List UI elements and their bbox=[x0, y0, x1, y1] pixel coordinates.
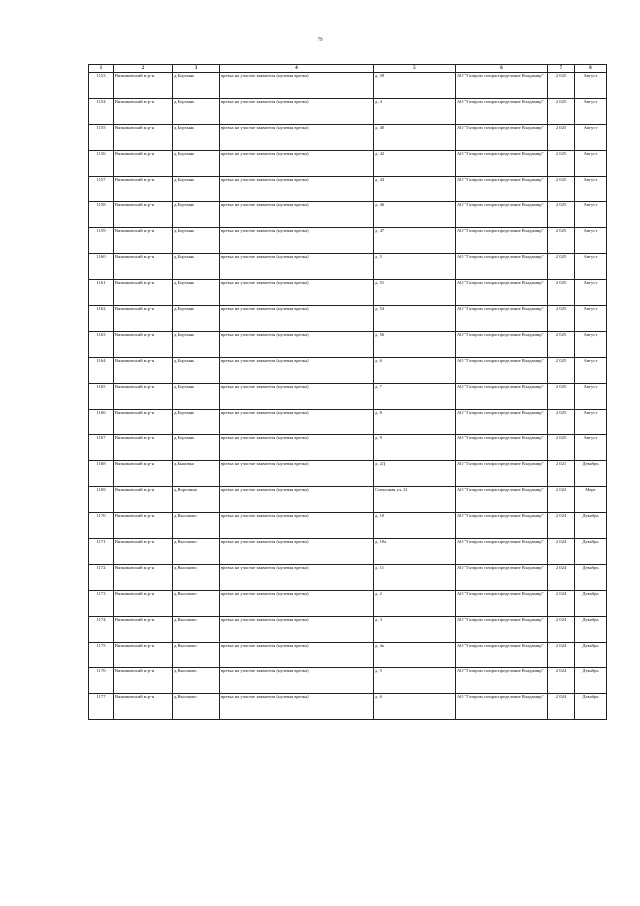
year-cell: 2 025 bbox=[548, 73, 575, 99]
locality-cell: д.Борзынь bbox=[173, 202, 220, 228]
column-header: 5 bbox=[374, 65, 456, 73]
locality-cell: д.Высоково bbox=[173, 616, 220, 642]
header-row bbox=[89, 65, 607, 73]
address-cell: д. 56 bbox=[374, 331, 456, 357]
column-header: 8 bbox=[575, 65, 607, 73]
address-cell: д. 40 bbox=[374, 124, 456, 150]
organization-cell: АО "Газпром газораспределение Владимир" bbox=[456, 124, 548, 150]
organization-cell: АО "Газпром газораспределение Владимир" bbox=[456, 73, 548, 99]
year-cell: 2 024 bbox=[548, 642, 575, 668]
table-row bbox=[89, 435, 607, 461]
month-cell: Август bbox=[575, 306, 607, 332]
address-cell: д. 6 bbox=[374, 357, 456, 383]
locality-cell: д.Высоково bbox=[173, 513, 220, 539]
year-cell: 2 025 bbox=[548, 124, 575, 150]
row-number: 1175 bbox=[89, 642, 114, 668]
district-cell: Вязниковский м.р-н bbox=[114, 331, 173, 357]
work-type-cell: врезка на участке заявителя (нулевая врезка) bbox=[220, 98, 374, 124]
month-cell: Август bbox=[575, 357, 607, 383]
month-cell: Август bbox=[575, 98, 607, 124]
year-cell: 2 025 bbox=[548, 331, 575, 357]
organization-cell: АО "Газпром газораспределение Владимир" bbox=[456, 254, 548, 280]
row-number: 1165 bbox=[89, 383, 114, 409]
page-number: 79 bbox=[317, 38, 323, 43]
year-cell: 2 024 bbox=[548, 694, 575, 720]
row-number: 1159 bbox=[89, 228, 114, 254]
work-type-cell: врезка на участке заявителя (нулевая врезка) bbox=[220, 409, 374, 435]
district-cell: Вязниковский м.р-н bbox=[114, 98, 173, 124]
address-cell: д. 2 bbox=[374, 590, 456, 616]
row-number: 1163 bbox=[89, 331, 114, 357]
district-cell: Вязниковский м.р-н bbox=[114, 306, 173, 332]
locality-cell: д.Высоково bbox=[173, 642, 220, 668]
address-cell: д. 4 bbox=[374, 98, 456, 124]
district-cell: Вязниковский м.р-н bbox=[114, 590, 173, 616]
row-number: 1154 bbox=[89, 98, 114, 124]
table-row bbox=[89, 564, 607, 590]
year-cell: 2 021 bbox=[548, 461, 575, 487]
row-number: 1171 bbox=[89, 539, 114, 565]
address-cell: Совхозная ул, 21 bbox=[374, 487, 456, 513]
locality-cell: д.Высоково bbox=[173, 668, 220, 694]
month-cell: Август bbox=[575, 383, 607, 409]
locality-cell: д.Высоково bbox=[173, 694, 220, 720]
locality-cell: д.Борзынь bbox=[173, 98, 220, 124]
row-number: 1156 bbox=[89, 150, 114, 176]
organization-cell: АО "Газпром газораспределение Владимир" bbox=[456, 98, 548, 124]
table-row bbox=[89, 202, 607, 228]
district-cell: Вязниковский м.р-н bbox=[114, 228, 173, 254]
locality-cell: д.Борзынь bbox=[173, 280, 220, 306]
district-cell: Вязниковский м.р-н bbox=[114, 150, 173, 176]
year-cell: 2 024 bbox=[548, 590, 575, 616]
address-cell: д. 54 bbox=[374, 306, 456, 332]
row-number: 1168 bbox=[89, 461, 114, 487]
organization-cell: АО "Газпром газораспределение Владимир" bbox=[456, 539, 548, 565]
month-cell: Декабрь bbox=[575, 668, 607, 694]
row-number: 1167 bbox=[89, 435, 114, 461]
address-cell: д. 10а bbox=[374, 539, 456, 565]
organization-cell: АО "Газпром газораспределение Владимир" bbox=[456, 176, 548, 202]
column-header: 6 bbox=[456, 65, 548, 73]
organization-cell: АО "Газпром газораспределение Владимир" bbox=[456, 202, 548, 228]
column-header: 7 bbox=[548, 65, 575, 73]
locality-cell: д.Борзынь bbox=[173, 383, 220, 409]
organization-cell: АО "Газпром газораспределение Владимир" bbox=[456, 564, 548, 590]
work-type-cell: врезка на участке заявителя (нулевая врезка) bbox=[220, 357, 374, 383]
row-number: 1170 bbox=[89, 513, 114, 539]
table-row bbox=[89, 98, 607, 124]
column-header: 1 bbox=[89, 65, 114, 73]
organization-cell: АО "Газпром газораспределение Владимир" bbox=[456, 668, 548, 694]
month-cell: Декабрь bbox=[575, 539, 607, 565]
table-row bbox=[89, 383, 607, 409]
month-cell: Март bbox=[575, 487, 607, 513]
district-cell: Вязниковский м.р-н bbox=[114, 694, 173, 720]
year-cell: 2 025 bbox=[548, 98, 575, 124]
row-number: 1161 bbox=[89, 280, 114, 306]
address-cell: д. 11 bbox=[374, 564, 456, 590]
year-cell: 2 025 bbox=[548, 409, 575, 435]
work-type-cell: врезка на участке заявителя (нулевая врезка) bbox=[220, 280, 374, 306]
table-row bbox=[89, 616, 607, 642]
year-cell: 2 025 bbox=[548, 435, 575, 461]
organization-cell: АО "Газпром газораспределение Владимир" bbox=[456, 383, 548, 409]
month-cell: Август bbox=[575, 409, 607, 435]
table-row bbox=[89, 642, 607, 668]
table-body bbox=[89, 73, 607, 720]
month-cell: Август bbox=[575, 150, 607, 176]
address-cell: д. 51 bbox=[374, 280, 456, 306]
work-type-cell: врезка на участке заявителя (нулевая врезка) bbox=[220, 590, 374, 616]
table-row bbox=[89, 176, 607, 202]
district-cell: Вязниковский м.р-н bbox=[114, 435, 173, 461]
table-row bbox=[89, 124, 607, 150]
organization-cell: АО "Газпром газораспределение Владимир" bbox=[456, 513, 548, 539]
month-cell: Декабрь bbox=[575, 461, 607, 487]
locality-cell: д.Борзынь bbox=[173, 124, 220, 150]
organization-cell: АО "Газпром газораспределение Владимир" bbox=[456, 590, 548, 616]
year-cell: 2 025 bbox=[548, 306, 575, 332]
district-cell: Вязниковский м.р-н bbox=[114, 409, 173, 435]
month-cell: Декабрь bbox=[575, 642, 607, 668]
month-cell: Декабрь bbox=[575, 564, 607, 590]
year-cell: 2 025 bbox=[548, 202, 575, 228]
row-number: 1166 bbox=[89, 409, 114, 435]
row-number: 1164 bbox=[89, 357, 114, 383]
work-type-cell: врезка на участке заявителя (нулевая врезка) bbox=[220, 435, 374, 461]
work-type-cell: врезка на участке заявителя (нулевая врезка) bbox=[220, 513, 374, 539]
district-cell: Вязниковский м.р-н bbox=[114, 254, 173, 280]
row-number: 1172 bbox=[89, 564, 114, 590]
month-cell: Декабрь bbox=[575, 616, 607, 642]
work-type-cell: врезка на участке заявителя (нулевая врезка) bbox=[220, 202, 374, 228]
organization-cell: АО "Газпром газораспределение Владимир" bbox=[456, 487, 548, 513]
table-row bbox=[89, 539, 607, 565]
locality-cell: д.Высоково bbox=[173, 564, 220, 590]
row-number: 1157 bbox=[89, 176, 114, 202]
locality-cell: д.Быковка bbox=[173, 461, 220, 487]
year-cell: 2 025 bbox=[548, 228, 575, 254]
month-cell: Август bbox=[575, 124, 607, 150]
table-row bbox=[89, 150, 607, 176]
organization-cell: АО "Газпром газораспределение Владимир" bbox=[456, 409, 548, 435]
district-cell: Вязниковский м.р-н bbox=[114, 176, 173, 202]
month-cell: Август bbox=[575, 280, 607, 306]
organization-cell: АО "Газпром газораспределение Владимир" bbox=[456, 228, 548, 254]
address-cell: д. 9 bbox=[374, 435, 456, 461]
table-row bbox=[89, 668, 607, 694]
table-row bbox=[89, 461, 607, 487]
district-cell: Вязниковский м.р-н bbox=[114, 487, 173, 513]
column-header: 2 bbox=[114, 65, 173, 73]
year-cell: 2 024 bbox=[548, 564, 575, 590]
locality-cell: д.Высоково bbox=[173, 590, 220, 616]
district-cell: Вязниковский м.р-н bbox=[114, 357, 173, 383]
organization-cell: АО "Газпром газораспределение Владимир" bbox=[456, 435, 548, 461]
organization-cell: АО "Газпром газораспределение Владимир" bbox=[456, 694, 548, 720]
organization-cell: АО "Газпром газораспределение Владимир" bbox=[456, 461, 548, 487]
work-type-cell: врезка на участке заявителя (нулевая врезка) bbox=[220, 461, 374, 487]
locality-cell: д.Борзынь bbox=[173, 306, 220, 332]
locality-cell: д.Борзынь bbox=[173, 228, 220, 254]
month-cell: Август bbox=[575, 228, 607, 254]
month-cell: Декабрь bbox=[575, 694, 607, 720]
row-number: 1153 bbox=[89, 73, 114, 99]
row-number: 1173 bbox=[89, 590, 114, 616]
work-type-cell: врезка на участке заявителя (нулевая врезка) bbox=[220, 228, 374, 254]
address-cell: д. 6 bbox=[374, 694, 456, 720]
month-cell: Декабрь bbox=[575, 513, 607, 539]
year-cell: 2 024 bbox=[548, 539, 575, 565]
row-number: 1162 bbox=[89, 306, 114, 332]
organization-cell: АО "Газпром газораспределение Владимир" bbox=[456, 280, 548, 306]
work-type-cell: врезка на участке заявителя (нулевая врезка) bbox=[220, 668, 374, 694]
address-cell: д. 3 bbox=[374, 616, 456, 642]
year-cell: 2 025 bbox=[548, 254, 575, 280]
address-cell: д. 47 bbox=[374, 228, 456, 254]
locality-cell: д.Воропино bbox=[173, 487, 220, 513]
work-type-cell: врезка на участке заявителя (нулевая врезка) bbox=[220, 176, 374, 202]
year-cell: 2 024 bbox=[548, 616, 575, 642]
address-cell: д. 5 bbox=[374, 668, 456, 694]
table-row bbox=[89, 513, 607, 539]
row-number: 1176 bbox=[89, 668, 114, 694]
address-cell: д. 2Д bbox=[374, 461, 456, 487]
address-cell: д. 39 bbox=[374, 73, 456, 99]
district-cell: Вязниковский м.р-н bbox=[114, 616, 173, 642]
district-cell: Вязниковский м.р-н bbox=[114, 539, 173, 565]
table-row bbox=[89, 487, 607, 513]
work-type-cell: врезка на участке заявителя (нулевая врезка) bbox=[220, 539, 374, 565]
work-type-cell: врезка на участке заявителя (нулевая врезка) bbox=[220, 150, 374, 176]
locality-cell: д.Борзынь bbox=[173, 357, 220, 383]
district-cell: Вязниковский м.р-н bbox=[114, 383, 173, 409]
table-row bbox=[89, 590, 607, 616]
locality-cell: д.Борзынь bbox=[173, 150, 220, 176]
month-cell: Август bbox=[575, 73, 607, 99]
district-cell: Вязниковский м.р-н bbox=[114, 124, 173, 150]
organization-cell: АО "Газпром газораспределение Владимир" bbox=[456, 331, 548, 357]
year-cell: 2 022 bbox=[548, 487, 575, 513]
year-cell: 2 025 bbox=[548, 383, 575, 409]
row-number: 1169 bbox=[89, 487, 114, 513]
work-type-cell: врезка на участке заявителя (нулевая врезка) bbox=[220, 254, 374, 280]
address-cell: д. 46 bbox=[374, 202, 456, 228]
work-type-cell: врезка на участке заявителя (нулевая врезка) bbox=[220, 73, 374, 99]
address-cell: д. 7 bbox=[374, 383, 456, 409]
work-type-cell: врезка на участке заявителя (нулевая врезка) bbox=[220, 331, 374, 357]
work-type-cell: врезка на участке заявителя (нулевая врезка) bbox=[220, 383, 374, 409]
month-cell: Август bbox=[575, 202, 607, 228]
month-cell: Август bbox=[575, 331, 607, 357]
district-cell: Вязниковский м.р-н bbox=[114, 461, 173, 487]
table-row bbox=[89, 228, 607, 254]
row-number: 1160 bbox=[89, 254, 114, 280]
work-type-cell: врезка на участке заявителя (нулевая врезка) bbox=[220, 642, 374, 668]
address-cell: д. 42 bbox=[374, 150, 456, 176]
month-cell: Август bbox=[575, 435, 607, 461]
locality-cell: д.Борзынь bbox=[173, 73, 220, 99]
year-cell: 2 025 bbox=[548, 280, 575, 306]
table-row bbox=[89, 331, 607, 357]
address-cell: д. 8 bbox=[374, 409, 456, 435]
district-cell: Вязниковский м.р-н bbox=[114, 280, 173, 306]
table-row bbox=[89, 306, 607, 332]
year-cell: 2 024 bbox=[548, 513, 575, 539]
district-cell: Вязниковский м.р-н bbox=[114, 513, 173, 539]
row-number: 1177 bbox=[89, 694, 114, 720]
year-cell: 2 025 bbox=[548, 150, 575, 176]
year-cell: 2 024 bbox=[548, 668, 575, 694]
work-type-cell: врезка на участке заявителя (нулевая врезка) bbox=[220, 616, 374, 642]
organization-cell: АО "Газпром газораспределение Владимир" bbox=[456, 616, 548, 642]
table-row bbox=[89, 73, 607, 99]
work-type-cell: врезка на участке заявителя (нулевая врезка) bbox=[220, 124, 374, 150]
locality-cell: д.Борзынь bbox=[173, 435, 220, 461]
row-number: 1155 bbox=[89, 124, 114, 150]
year-cell: 2 025 bbox=[548, 357, 575, 383]
table-row bbox=[89, 254, 607, 280]
month-cell: Август bbox=[575, 254, 607, 280]
district-cell: Вязниковский м.р-н bbox=[114, 668, 173, 694]
work-type-cell: врезка на участке заявителя (нулевая врезка) bbox=[220, 306, 374, 332]
locality-cell: д.Борзынь bbox=[173, 176, 220, 202]
organization-cell: АО "Газпром газораспределение Владимир" bbox=[456, 150, 548, 176]
organization-cell: АО "Газпром газораспределение Владимир" bbox=[456, 642, 548, 668]
column-header: 3 bbox=[173, 65, 220, 73]
month-cell: Август bbox=[575, 176, 607, 202]
work-type-cell: врезка на участке заявителя (нулевая врезка) bbox=[220, 694, 374, 720]
locality-cell: д.Борзынь bbox=[173, 254, 220, 280]
row-number: 1158 bbox=[89, 202, 114, 228]
district-cell: Вязниковский м.р-н bbox=[114, 202, 173, 228]
table-row bbox=[89, 694, 607, 720]
year-cell: 2 025 bbox=[548, 176, 575, 202]
table-row bbox=[89, 357, 607, 383]
column-header: 4 bbox=[220, 65, 374, 73]
work-type-cell: врезка на участке заявителя (нулевая врезка) bbox=[220, 487, 374, 513]
address-cell: д. 5 bbox=[374, 254, 456, 280]
table-row bbox=[89, 280, 607, 306]
district-cell: Вязниковский м.р-н bbox=[114, 642, 173, 668]
district-cell: Вязниковский м.р-н bbox=[114, 73, 173, 99]
address-cell: д. 43 bbox=[374, 176, 456, 202]
locality-cell: д.Борзынь bbox=[173, 409, 220, 435]
locality-cell: д.Высоково bbox=[173, 539, 220, 565]
locality-cell: д.Борзынь bbox=[173, 331, 220, 357]
address-cell: д. 4а bbox=[374, 642, 456, 668]
month-cell: Декабрь bbox=[575, 590, 607, 616]
organization-cell: АО "Газпром газораспределение Владимир" bbox=[456, 306, 548, 332]
row-number: 1174 bbox=[89, 616, 114, 642]
work-type-cell: врезка на участке заявителя (нулевая врезка) bbox=[220, 564, 374, 590]
address-cell: д. 10 bbox=[374, 513, 456, 539]
district-cell: Вязниковский м.р-н bbox=[114, 564, 173, 590]
organization-cell: АО "Газпром газораспределение Владимир" bbox=[456, 357, 548, 383]
schedule-table bbox=[88, 64, 607, 720]
table-row bbox=[89, 409, 607, 435]
